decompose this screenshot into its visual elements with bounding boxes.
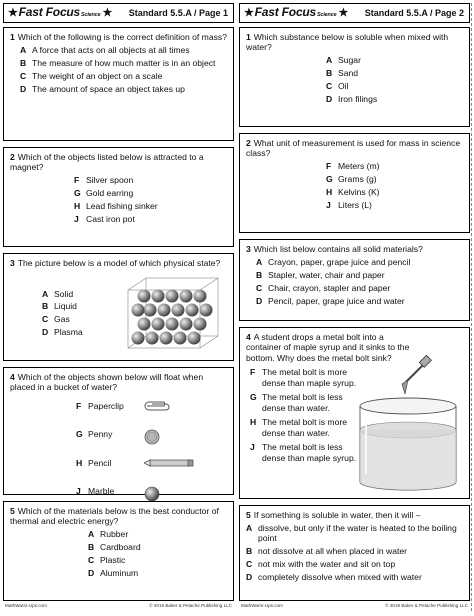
brand-logo: ★Fast FocusScience ★ xyxy=(8,5,113,19)
footer-copyright: © 2019 Baker & Petache Publishing LLC xyxy=(149,603,232,608)
question-number: 5 xyxy=(10,506,15,516)
question-3 xyxy=(3,253,234,361)
question-4 xyxy=(3,367,234,495)
answer-option-a[interactable]: A dissolve, but only if the water is heated to the boiling point xyxy=(246,522,457,544)
answer-option-h[interactable]: H Kelvins (K) xyxy=(326,187,380,198)
pencil-icon xyxy=(144,458,194,468)
question-1 xyxy=(239,27,470,127)
question-text: Which of the following is the correct definition of mass? xyxy=(17,32,227,42)
question-number: 2 xyxy=(246,138,251,148)
answer-option-b[interactable]: B Stapler, water, chair and paper xyxy=(256,269,385,280)
question-number: 2 xyxy=(10,152,15,162)
question-text: Which of the materials below is the best conductor of thermal and electric energy? xyxy=(10,506,219,527)
question-number: 3 xyxy=(246,244,251,254)
star-icon: ★ xyxy=(8,7,18,19)
page-header xyxy=(239,3,470,23)
answer-option-g[interactable]: G Gold earring xyxy=(74,188,134,199)
worksheet-page-1 xyxy=(3,3,234,611)
page-header xyxy=(3,3,234,23)
answer-option-c[interactable]: C The weight of an object on a scale xyxy=(20,70,163,81)
question-2 xyxy=(239,133,470,233)
question-4 xyxy=(239,327,470,499)
question-text: The picture below is a model of which physical state? xyxy=(17,258,221,268)
answer-option-g[interactable]: G Grams (g) xyxy=(326,174,377,185)
answer-option-c[interactable]: C Plastic xyxy=(88,555,126,566)
question-number: 1 xyxy=(246,32,251,42)
answer-option-d[interactable]: D Aluminum xyxy=(88,568,139,579)
answer-option-c[interactable]: C Oil xyxy=(326,81,349,92)
answer-option-h[interactable]: H Pencil xyxy=(76,458,226,484)
penny-icon xyxy=(144,429,160,445)
footer-website: MathWarm-Ups.com xyxy=(5,603,47,608)
question-5 xyxy=(239,505,470,601)
answer-option-f[interactable]: F Paperclip xyxy=(76,401,226,427)
answer-option-b[interactable]: B Cardboard xyxy=(88,542,141,553)
answer-option-d[interactable]: D Iron filings xyxy=(326,94,378,105)
answer-option-d[interactable]: D Pencil, paper, grape juice and water xyxy=(256,295,405,306)
answer-option-c[interactable]: C not mix with the water and sit on top xyxy=(246,559,396,570)
answer-option-j[interactable]: J The metal bolt is less dense than maple syrup. xyxy=(250,442,357,463)
star-icon: ★ xyxy=(102,7,113,19)
solid-particle-model-image xyxy=(122,274,226,354)
answer-option-h[interactable]: H The metal bolt is more dense than water. xyxy=(250,417,348,438)
answer-option-b[interactable]: B The measure of how much matter is in an object xyxy=(20,57,216,68)
answer-option-a[interactable]: A Solid xyxy=(42,288,74,299)
answer-option-f[interactable]: F The metal bolt is more dense than maple syrup. xyxy=(250,367,357,388)
footer-website: MathWarm-Ups.com xyxy=(241,603,283,608)
question-text: A student drops a metal bolt into a container of maple syrup and it sinks to the bottom. Why does the metal bolt sink? xyxy=(246,332,410,363)
question-2 xyxy=(3,147,234,247)
question-text: If something is soluble in water, then it will – xyxy=(253,510,421,520)
metal-bolt-icon xyxy=(402,355,431,394)
question-number: 5 xyxy=(246,510,251,520)
question-text: Which of the objects shown below will float when placed in a bucket of water? xyxy=(10,372,204,393)
answer-option-b[interactable]: B Sand xyxy=(326,68,359,79)
star-icon: ★ xyxy=(244,7,254,19)
answer-option-a[interactable]: A Rubber xyxy=(88,529,129,540)
page-title: Standard 5.5.A / Page 1 xyxy=(128,8,228,18)
marble-icon xyxy=(144,486,160,502)
answer-option-d[interactable]: D completely dissolve when mixed with water xyxy=(246,572,422,583)
answer-option-b[interactable]: B Liquid xyxy=(42,301,77,312)
answer-option-j[interactable]: J Liters (L) xyxy=(326,200,372,211)
bolt-in-syrup-container-image xyxy=(356,354,464,496)
question-text: What unit of measurement is used for mass in science class? xyxy=(246,138,461,159)
paperclip-icon xyxy=(144,401,170,411)
footer-copyright: © 2019 Baker & Petache Publishing LLC xyxy=(385,603,468,608)
star-icon: ★ xyxy=(338,7,349,19)
worksheet-page-2 xyxy=(239,3,470,611)
question-number: 1 xyxy=(10,32,15,42)
answer-option-j[interactable]: J Cast iron pot xyxy=(74,214,135,225)
answer-option-g[interactable]: G Penny xyxy=(76,429,226,455)
question-text: Which of the objects listed below is attracted to a magnet? xyxy=(10,152,204,173)
answer-option-c[interactable]: C Chair, crayon, stapler and paper xyxy=(256,282,391,293)
question-number: 4 xyxy=(10,372,15,382)
question-text: Which list below contains all solid materials? xyxy=(253,244,423,254)
page-title: Standard 5.5.A / Page 2 xyxy=(364,8,464,18)
answer-option-a[interactable]: A Crayon, paper, grape juice and pencil xyxy=(256,256,411,267)
answer-option-g[interactable]: G The metal bolt is less dense than water. xyxy=(250,392,343,413)
brand-logo: ★Fast FocusScience ★ xyxy=(244,5,349,19)
question-1 xyxy=(3,27,234,141)
answer-option-a[interactable]: A Sugar xyxy=(326,55,361,66)
answer-option-d[interactable]: D The amount of space an object takes up xyxy=(20,83,185,94)
question-5 xyxy=(3,501,234,601)
question-text: Which substance below is soluble when mixed with water? xyxy=(246,32,449,53)
answer-option-a[interactable]: A A force that acts on all objects at all times xyxy=(20,44,190,55)
answer-option-f[interactable]: F Silver spoon xyxy=(74,175,134,186)
question-number: 3 xyxy=(10,258,15,268)
answer-option-h[interactable]: H Lead fishing sinker xyxy=(74,201,158,212)
answer-option-j[interactable]: J Marble xyxy=(76,486,226,506)
question-3 xyxy=(239,239,470,321)
answer-option-c[interactable]: C Gas xyxy=(42,314,70,325)
question-number: 4 xyxy=(246,332,251,342)
answer-option-d[interactable]: D Plasma xyxy=(42,327,83,338)
answer-option-f[interactable]: F Meters (m) xyxy=(326,161,380,172)
answer-option-b[interactable]: B not dissolve at all when placed in water xyxy=(246,546,408,557)
